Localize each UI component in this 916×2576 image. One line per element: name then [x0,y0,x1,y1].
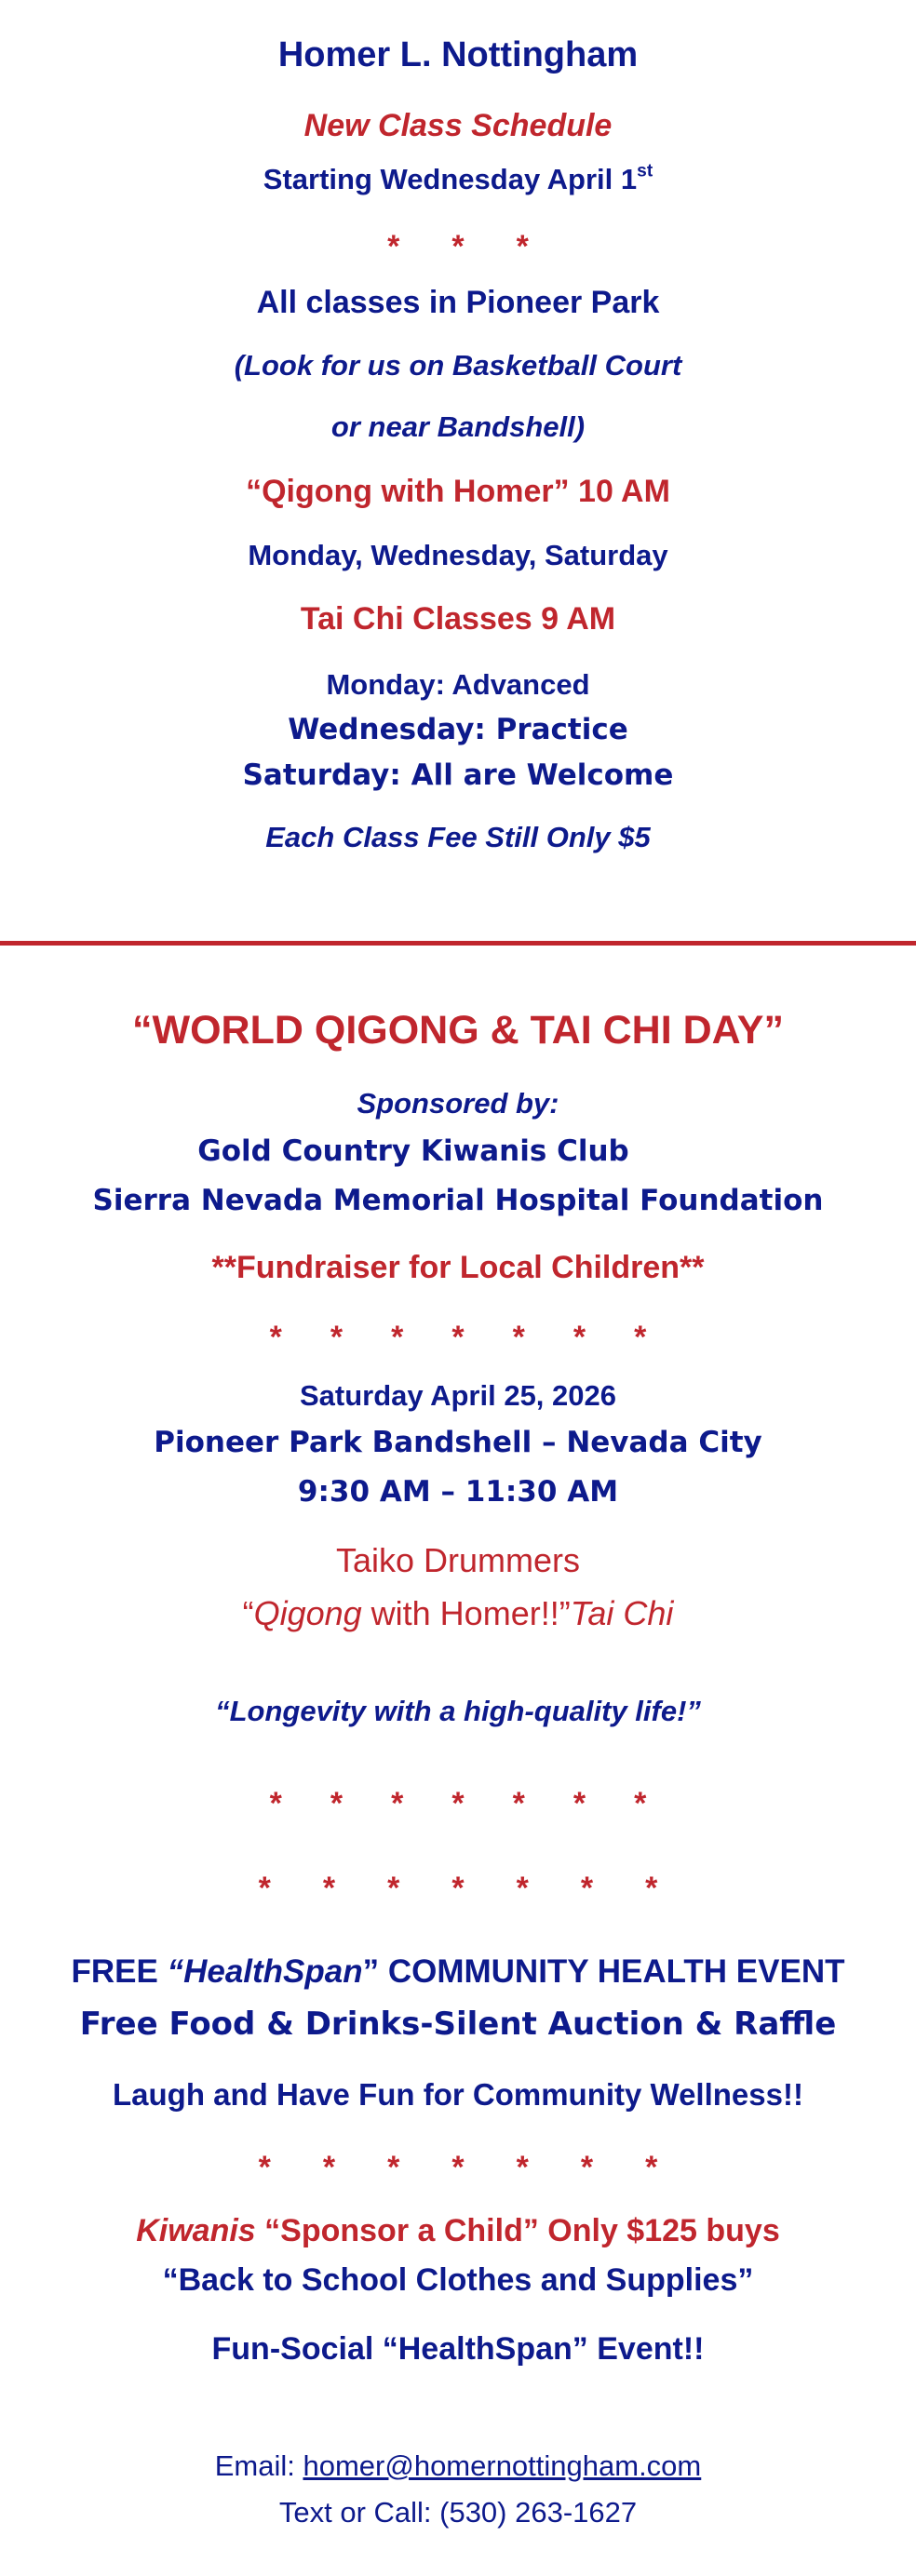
location-detail-line1: (Look for us on Basketball Court [234,349,682,382]
quote-open: “ [167,1953,184,1990]
qigong-rest: with Homer!!” [361,1594,571,1632]
instructor-name: Homer L. Nottingham [277,35,639,74]
sponsor-kiwanis: Gold Country Kiwanis Club [197,1134,629,1168]
kiwanis-word: Kiwanis [136,2213,256,2248]
taichi-word: Tai Chi [570,1594,674,1632]
location-detail-line2: or near Bandshell) [330,410,586,443]
star: * [451,1871,465,1906]
star: * [269,1320,282,1355]
email-label: Email: [214,2449,303,2482]
start-date-suffix: st [637,161,653,181]
star: * [451,1320,465,1355]
monday-class: Monday: Advanced [326,668,590,701]
sponsor-a-child [0,2213,916,2249]
star: * [258,2150,271,2185]
star: * [391,1786,404,1821]
qigong-word: Qigong [253,1594,362,1632]
star: * [516,2150,529,2185]
star: * [322,2150,336,2185]
star: * [572,1320,586,1355]
event-title: “WORLD QIGONG & TAI CHI DAY” [132,1008,784,1053]
healthspan-word: HealthSpan [183,1953,363,1990]
sponsored-by-label: Sponsored by: [357,1087,559,1120]
star-separator [0,1871,916,1907]
free-suffix: ” COMMUNITY HEALTH EVENT [362,1953,845,1990]
qigong-class-title: “Qigong with Homer” 10 AM [246,474,670,509]
star: * [512,1786,525,1821]
star: * [580,2150,594,2185]
star: * [516,1871,529,1906]
star: * [330,1786,344,1821]
sponsor-hospital-foundation: Sierra Nevada Memorial Hospital Foundation [92,1184,824,1217]
contact-email [0,2449,916,2483]
fun-social-event: Fun-Social “HealthSpan” Event!! [211,2331,705,2367]
saturday-class: Saturday: All are Welcome [242,758,674,792]
taichi-class-title: Tai Chi Classes 9 AM [300,601,616,637]
event-date: Saturday April 25, 2026 [299,1379,617,1412]
free-health-event [0,1953,916,1991]
schedule-heading: New Class Schedule [303,108,613,143]
event-time: 9:30 AM – 11:30 AM [297,1475,619,1509]
star: * [258,1871,271,1906]
start-date [0,163,916,196]
back-to-school: “Back to School Clothes and Supplies” [162,2262,754,2298]
star-separator [0,229,916,265]
star: * [634,1320,647,1355]
email-link[interactable]: homer@homernottingham.com [303,2449,702,2482]
contact-phone: Text or Call: (530) 263-1627 [278,2496,638,2529]
location-line: All classes in Pioneer Park [256,285,660,320]
star: * [572,1786,586,1821]
quote-open: “ [242,1594,254,1632]
star: * [330,1320,344,1355]
star: * [645,1871,658,1906]
star: * [451,229,465,264]
taiko-drummers: Taiko Drummers [335,1541,581,1579]
class-fee: Each Class Fee Still Only $5 [265,821,651,853]
star: * [634,1786,647,1821]
star: * [512,1320,525,1355]
start-date-text: Starting Wednesday April 1 [263,163,638,195]
star: * [322,1871,336,1906]
qigong-days: Monday, Wednesday, Saturday [248,539,668,571]
star: * [387,229,400,264]
star-separator [0,1786,916,1822]
fundraiser-note: **Fundraiser for Local Children** [211,1250,705,1285]
star: * [516,229,529,264]
wednesday-class: Wednesday: Practice [288,713,628,746]
longevity-slogan: “Longevity with a high-quality life!” [215,1695,701,1727]
event-venue: Pioneer Park Bandshell – Nevada City [154,1426,762,1459]
star: * [387,1871,400,1906]
star-separator [0,1320,916,1356]
event-activities [0,1594,916,1632]
star: * [387,2150,400,2185]
star: * [580,1871,594,1906]
star-separator [0,2150,916,2186]
sponsor-child-text: “Sponsor a Child” Only $125 buys [255,2213,780,2248]
free-prefix: FREE [71,1953,168,1990]
star: * [451,1786,465,1821]
food-auction-raffle: Free Food & Drinks-Silent Auction & Raffle [79,2006,837,2043]
star: * [269,1786,282,1821]
section-divider [0,941,916,946]
star: * [645,2150,658,2185]
star: * [451,2150,465,2185]
star: * [391,1320,404,1355]
laugh-and-fun: Laugh and Have Fun for Community Wellness!! [113,2077,803,2112]
